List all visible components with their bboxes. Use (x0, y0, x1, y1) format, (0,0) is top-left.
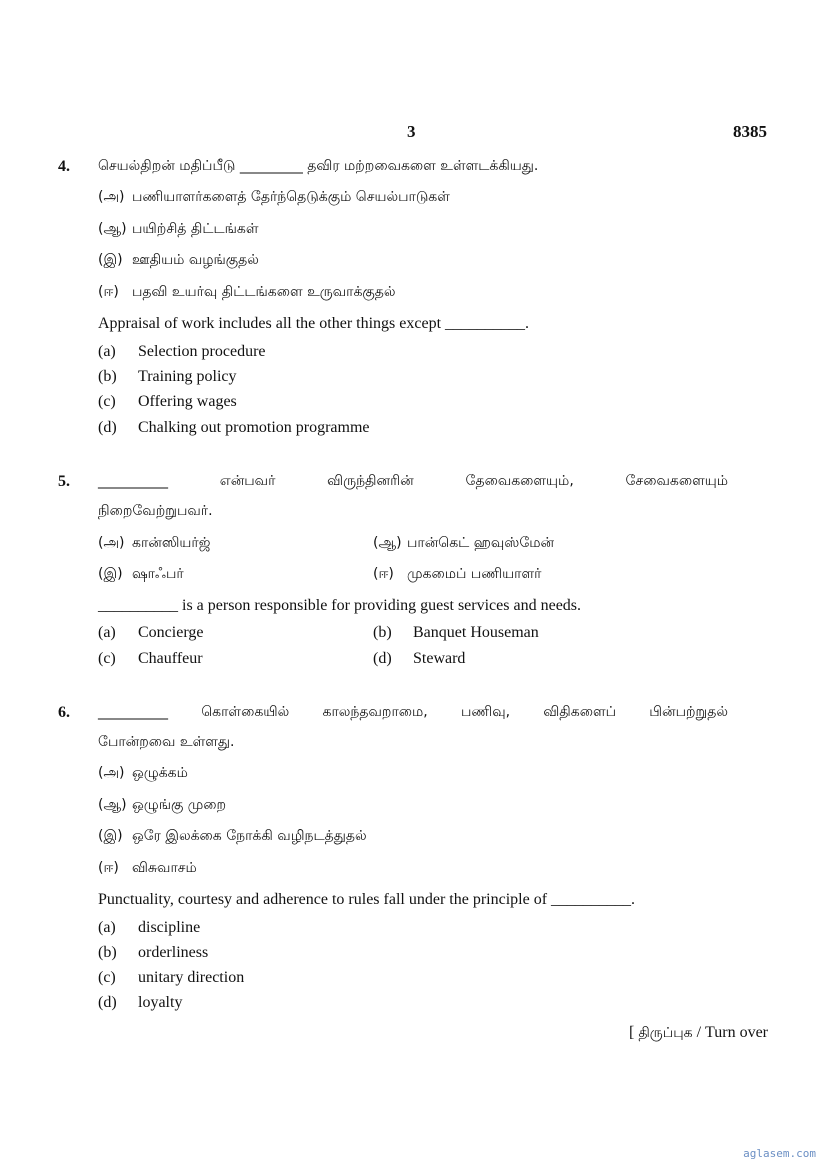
option-text: பதவி உயர்வு திட்டங்களை உருவாக்குதல் (132, 284, 396, 300)
option-label: (a) (98, 624, 116, 641)
option-text: Banquet Houseman (413, 624, 539, 641)
english-option-c (98, 393, 237, 411)
paper-code: 8385 (733, 122, 767, 141)
watermark: aglasem.com (743, 1147, 816, 1160)
page-number: 3 (407, 122, 416, 141)
separator: / (696, 1024, 702, 1041)
tamil-stem-line-1: __________ என்பவர் விருந்தினரின் தேவைகளையும், சேவைகளையும் (98, 473, 728, 489)
tamil-option-b (98, 797, 226, 815)
tamil-option-a (98, 189, 450, 207)
tamil-option-b (98, 221, 258, 239)
option-label: (ஈ) (98, 860, 119, 876)
tamil-option-c (98, 252, 259, 270)
english-option-a (98, 343, 266, 361)
tamil-stem-line-2: போன்றவை உள்ளது. (98, 734, 235, 750)
option-label: (ஆ) (373, 535, 402, 551)
option-label: (அ) (98, 535, 125, 551)
option-text: Concierge (138, 624, 204, 641)
option-text: பான்கெட் ஹவுஸ்மேன் (407, 535, 555, 551)
tamil-stem: செயல்திறன் மதிப்பீடு _________ தவிர மற்றவைகளை உள்ளடக்கியது. (98, 158, 539, 174)
tamil-stem-line-2: நிறைவேற்றுபவர். (98, 503, 213, 519)
option-label: (இ) (98, 566, 123, 582)
tamil-option-c (98, 566, 184, 584)
option-text: Offering wages (138, 393, 237, 410)
option-label: (d) (373, 650, 392, 667)
english-option-d (373, 650, 465, 668)
option-label: (அ) (98, 765, 125, 781)
tamil-option-d (98, 860, 197, 878)
tamil-option-b (373, 535, 554, 553)
option-text: விசுவாசம் (132, 860, 197, 876)
option-text: Training policy (138, 368, 237, 385)
option-label: (இ) (98, 828, 123, 844)
english-stem: Punctuality, courtesy and adherence to rules fall under the principle of __________. (98, 891, 636, 908)
option-label: (c) (98, 393, 116, 410)
english-option-b (98, 368, 237, 386)
option-text: Selection procedure (138, 343, 266, 360)
option-text: ஷாஃபர் (132, 566, 184, 582)
question-number: 4. (58, 158, 70, 175)
tamil-option-a (98, 535, 210, 553)
english-option-c (98, 969, 244, 987)
bracket: [ (629, 1024, 635, 1041)
tamil-option-c (98, 828, 367, 846)
option-label: (b) (98, 944, 117, 961)
option-label: (b) (373, 624, 392, 641)
option-text: orderliness (138, 944, 209, 961)
option-text: loyalty (138, 994, 183, 1011)
question-number: 6. (58, 704, 70, 721)
english-option-d (98, 994, 182, 1012)
option-text: Chalking out promotion programme (138, 419, 370, 436)
option-label: (c) (98, 969, 116, 986)
option-label: (a) (98, 919, 116, 936)
turn-over-note (629, 1024, 768, 1043)
english-option-b (98, 944, 208, 962)
option-text: முகமைப் பணியாளர் (407, 566, 542, 582)
option-label: (d) (98, 419, 117, 436)
option-text: ஊதியம் வழங்குதல் (132, 252, 259, 268)
tamil-option-d (98, 284, 396, 302)
option-label: (ஆ) (98, 797, 127, 813)
option-label: (ஆ) (98, 221, 127, 237)
option-label: (d) (98, 994, 117, 1011)
option-text: பணியாளர்களைத் தேர்ந்தெடுக்கும் செயல்பாடுகள் (132, 189, 450, 205)
option-label: (b) (98, 368, 117, 385)
tamil-stem-line-1: __________ கொள்கையில் காலந்தவறாமை, பணிவு, விதிகளைப் பின்பற்றுதல் (98, 704, 728, 720)
option-label: (ஈ) (98, 284, 119, 300)
turn-over-english: Turn over (705, 1024, 768, 1041)
option-label: (c) (98, 650, 116, 667)
option-label: (a) (98, 343, 116, 360)
tamil-option-d (373, 566, 541, 584)
english-option-c (98, 650, 203, 668)
option-text: Steward (413, 650, 466, 667)
option-text: ஒரே இலக்கை நோக்கி வழிநடத்துதல் (132, 828, 367, 844)
option-text: discipline (138, 919, 201, 936)
option-text: பயிற்சித் திட்டங்கள் (132, 221, 259, 237)
turn-over-tamil: திருப்புக (638, 1025, 693, 1041)
english-stem: Appraisal of work includes all the other things except __________. (98, 315, 530, 332)
english-option-b (373, 624, 539, 642)
option-label: (ஈ) (373, 566, 394, 582)
option-label: (இ) (98, 252, 123, 268)
option-text: Chauffeur (138, 650, 203, 667)
english-option-a (98, 624, 203, 642)
option-text: கான்ஸியர்ஜ் (132, 535, 211, 551)
question-number: 5. (58, 473, 70, 490)
english-option-d (98, 419, 370, 437)
option-text: ஒழுக்கம் (132, 765, 188, 781)
english-stem: __________ is a person responsible for providing guest services and needs. (98, 597, 582, 614)
option-text: unitary direction (138, 969, 245, 986)
tamil-option-a (98, 765, 188, 783)
option-text: ஒழுங்கு முறை (132, 797, 227, 813)
english-option-a (98, 919, 200, 937)
option-label: (அ) (98, 189, 125, 205)
